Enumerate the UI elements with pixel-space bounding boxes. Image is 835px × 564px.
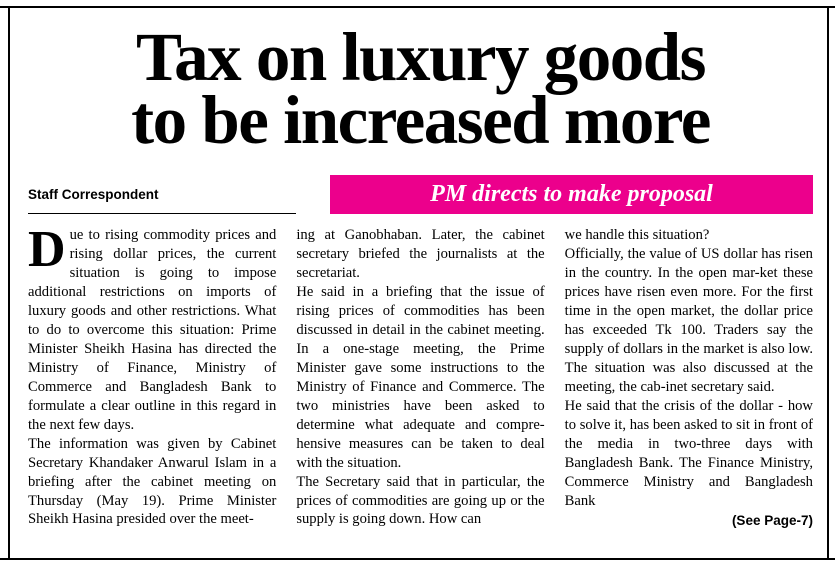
left-border-rule: [8, 6, 10, 558]
bottom-border-rule: [0, 558, 835, 560]
byline-divider: [28, 213, 296, 214]
article-column-2: [296, 226, 544, 530]
paragraph: He said that the crisis of the dollar - how to solve it, has been asked to sit in front of the media in two-three days with Bangladesh Bank. The Finance Ministry, Commerce Ministry and Bangladesh Bank: [564, 397, 813, 509]
kicker-banner: PM directs to make proposal: [330, 175, 813, 214]
paragraph: The information was given by Cabinet Secretary Khandaker Anwarul Islam in a briefing after the cabinet meeting on Thursday (May 19). Prime Minister Sheikh Hasina presided over the meet-: [28, 435, 277, 528]
byline: Staff Correspondent: [28, 187, 159, 203]
article-columns: [22, 220, 813, 530]
paragraph: Officially, the value of US dollar has risen in the country. In the open mar-ket these prices have risen even more. For the first time in the open market, the dollar price has exceeded Tk 100. Traders say the supply of dollars in the market is also low. The situation was also discussed at the meeting, the cab-inet secretary said.: [564, 245, 813, 395]
right-border-rule: [827, 6, 829, 558]
paragraph: Due to rising commodity prices and rising dollar prices, the current situation is going to impose additional restrictions on imports of luxury goods and other restrictions. What to do to overcome this situation: Prime Minister Sheikh Hasina has directed the Ministry of Finance, Ministry of Commerce and Bangladesh Bank to formulate a clear outline in this regard in the next few days.: [28, 220, 277, 433]
headline-line-2: to be increased more: [131, 82, 710, 159]
article-column-1: [28, 220, 277, 530]
headline: [22, 19, 813, 159]
byline-kicker-row: [22, 175, 813, 214]
paragraph: ing at Ganobhaban. Later, the cabinet secretary briefed the journalists at the secretariat.: [296, 226, 545, 281]
paragraph: He said in a briefing that the issue of rising prices of commodities has been discussed in detail in the cabinet meeting. In a one-stage meeting, the Prime Minister gave some instructions to the Ministry of Finance and Commerce. The two ministries have been asked to determine what adequate and compre-hensive measures can be taken to deal with the situation.: [296, 283, 545, 471]
byline-block: [28, 188, 316, 214]
paragraph: we handle this situation?: [564, 226, 710, 243]
headline-line-1: Tax on luxury goods: [135, 19, 706, 95]
continuation-note: (See Page-7): [731, 513, 813, 529]
top-border-rule: [0, 6, 835, 8]
paragraph: The Secretary said that in particular, the prices of commodities are going up or the supply is going down. How can: [296, 473, 545, 528]
article-column-3: [565, 226, 813, 530]
